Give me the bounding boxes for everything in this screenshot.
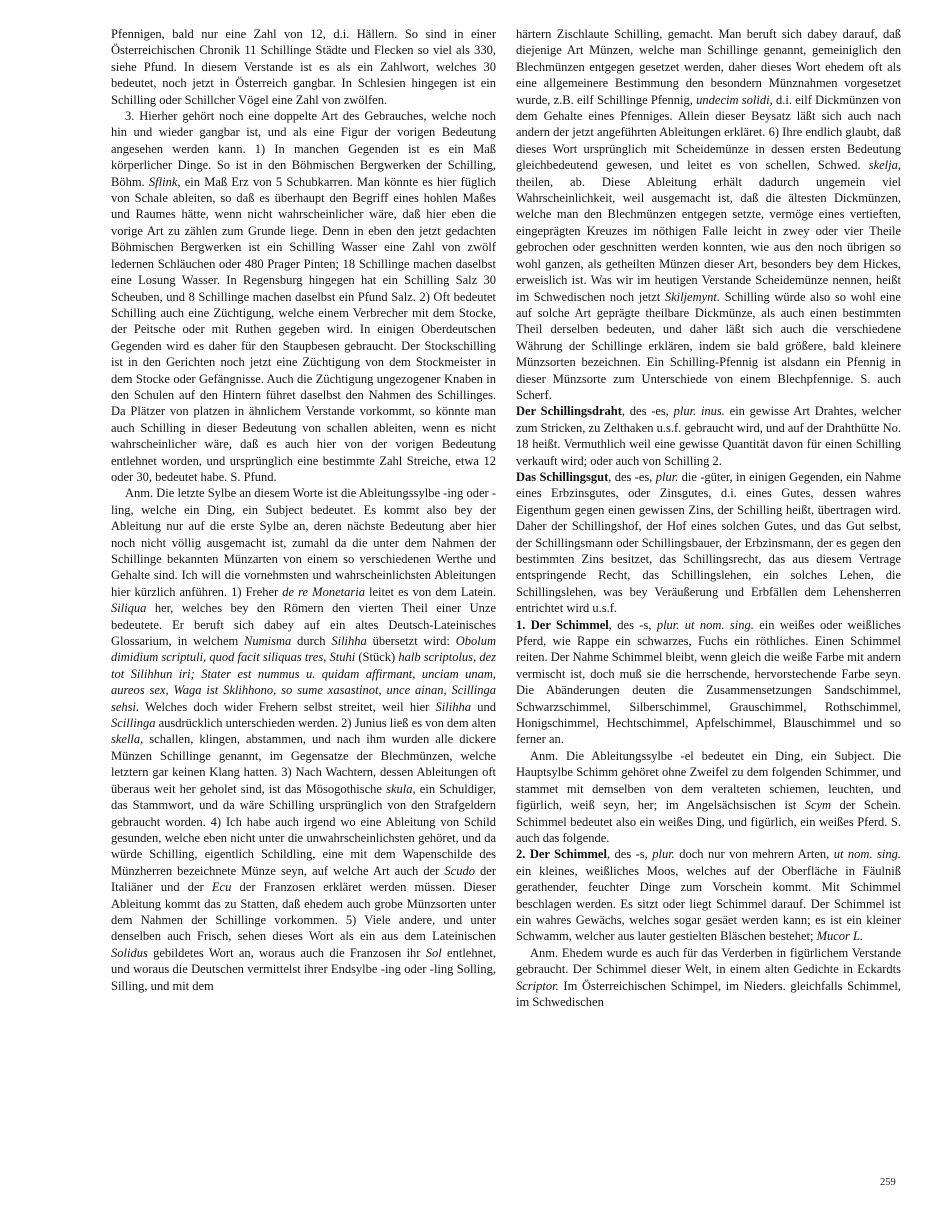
italic-term: Obolum dimidium scriptuli, quod facit siliquas tres, Stuhi <box>111 634 496 665</box>
text-run: gebildetes Wort an, woraus auch die Franzosen ihr <box>147 945 426 960</box>
text-run: der Franzosen erkläret werden müssen. Dieser Ableitung kommt das zu Statten, daß ehedem auch grobe Münzsorten unter dem Nahmen der Schillinge vorkommen. 5) Viele andere, und unter denselben auch Frisch, sehen dieses Wort als ein aus dem Lateinischen <box>111 880 496 944</box>
text-run: Im Österreichischen Schimpel, im Nieders. gleichfalls Schimmel, im Schwedischen <box>516 978 901 1009</box>
italic-term: Scillinga <box>111 716 156 731</box>
text-run: Pfennigen, bald nur eine Zahl von 12, d.i. Hällern. So sind in einer Österreichischen Chronik 11 Schillinge Städte und Flecken so viel als 330, siehe Pfund. In diesem Verstande ist es als ein Zahlwort, welches 30 bedeutet, noch jetzt in Österreich gangbar. In Schlesien hingegen ist ein Schilling oder Schillcher Vögel eine Zahl von zwölfen. <box>111 27 496 107</box>
text-run: ein Schuldiger, das Stammwort, und da wäre Schilling ursprünglich von den Strafgeldern gebraucht worden. 4) Ich habe auch irgend wo eine Ableitung von Schild gesunden, welche eben nicht unter die unwahrscheinlichsten gehöret, und da würde Schilling, eigentlich Schildling, eine mit dem Wapenschilde des Münzherren bezeichnete Münze seyn, auf welche Art auch der <box>111 781 496 878</box>
italic-term: Siliqua <box>111 601 147 616</box>
text-run: Anm. Die Ableitungssylbe -el bedeutet ein Ding, ein Subject. Die Hauptsylbe Schimm gehöret ohne Zweifel zu dem folgenden Schimmer, und stammet mit demselben von dem veralteten schiemen, leuchten, und figürlich, weiß seyn, her; im Angelsächsischen ist <box>516 748 901 813</box>
dictionary-entry <box>516 846 901 944</box>
text-run: doch nur von mehrern Arten, <box>674 847 834 862</box>
text-run: Welches doch wider Frehern selbst streitet, weil hier <box>139 699 436 714</box>
indented-paragraph <box>516 945 901 1011</box>
text-run: leitet es von dem Latein. <box>364 584 496 599</box>
indented-paragraph <box>111 108 496 485</box>
text-run: d.i. eilf Dickmünzen von dem Gehalte eines Pfenniges. Allein dieser Beysatz läßt sich auch nach andern der jetzt angeführten Ableitungen erkläret. 6) Ihre endlich glaubt, daß dieses Wort ursprünglich mit Scheidemünze in dessen ersten Bedeutung gleichbedeutend gewesen, und leitet es von schellen, Schwed. <box>516 92 901 173</box>
italic-term: plur. <box>652 847 675 862</box>
page-number: 259 <box>880 1177 896 1188</box>
italic-term: ut nom. sing. <box>833 847 901 862</box>
italic-term: Sol <box>425 945 442 960</box>
italic-term: plur. ut nom. sing. <box>656 617 754 632</box>
dictionary-entry <box>516 403 901 469</box>
entry-headword: 1. Der Schimmel <box>516 617 609 632</box>
italic-term: undecim solidi, <box>696 92 773 107</box>
text-run: Anm. Ehedem wurde es auch für das Verderben in figürlichem Verstande gebraucht. Der Schimmel dieser Welt, in einem alten Gedichte in Eckardts <box>516 945 901 977</box>
italic-term: de re Monetaria <box>282 584 365 599</box>
entry-headword: Das Schillingsgut <box>516 469 609 484</box>
italic-term: Sflink <box>148 174 178 189</box>
italic-term: Scudo <box>444 863 475 878</box>
italic-term: Mucor L. <box>816 929 864 944</box>
text-run: durch <box>291 634 332 649</box>
text-run: Schilling würde also so wohl eine auf solche Art geprägte theilbare Dickmünze, als auch einen bestimmten Theil derselben bedeuten, und daher läßt sich auch die verschiedene Währung der Schillinge erklären, indem sie bald größere, bald kleinere Münzsorten bezeichnen. Ein Schilling-Pfennig ist alsdann ein Pfennig in dieser Münzsorte zum Unterschiede von einem Blechpfennige. S. auch Scherf. <box>516 289 901 402</box>
italic-term: Numisma <box>244 634 292 649</box>
italic-term: skula, <box>386 781 416 796</box>
text-run: der Schein. Schimmel bedeutet also ein weißes Ding, und figürlich, ein weißes Pferd. S. auch das folgende. <box>516 798 902 845</box>
italic-term: halb scriptolus, dez tot Silihhun iri; Stater est nummus u. quidam affirmant, unciam unam, aureos sex, Waga ist Sklihhono, so sume xasastinot, unce ainan, Scillinga sehsi. <box>111 650 496 714</box>
italic-term: plur. <box>655 469 679 484</box>
text-run: ausdrücklich unterschieden werden. 2) Junius ließ es von dem alten <box>155 716 496 731</box>
italic-term: Skiljemynt. <box>664 289 721 304</box>
dictionary-entry <box>516 469 901 617</box>
italic-term: Silihha <box>331 634 367 649</box>
text-run: her, welches bey den Römern den vierten Theil einer Unze bedeutete. Er beruft sich dabey auf ein altes Deutsch-Lateinisches Glossarium, in welchem <box>111 601 496 649</box>
text-run: ein kleines, weißliches Moos, welches auf der Oberfläche in Fäulniß gerathender, feuchter Dinge zum Vorschein kommt. Mit Schimmel beschlagen werden. Es sitzt oder liegt Schimmel darauf. Der Schimmel ist ein wahres Gewächs, welches sogar gesäet werden kann; es ist ein kleiner Schwamm, welcher aus lauter gestielten Bläschen bestehet; <box>516 863 901 944</box>
text-run: theilen, ab. Diese Ableitung erhält dadurch ungemein viel Wahrscheinlichkeit, weil ausgemacht ist, daß die ältesten Dickmünzen, welche man den Blechmünzen entgegen setzte, vermöge eines vertieften, eingeprägten Kreuzes im nöthigen Falle leicht in zwey oder vier Theile gebrochen oder geschnitten werden konnten, wie aus den noch übrigen so wohl ganzen, als getheilten Münzen dieser Art, besonders bey dem Hickes, erweislich ist. Was wir im heutigen Verstande Scheidemünze nennen, heißt im Schwedischen noch jetzt <box>516 174 901 304</box>
dictionary-entry <box>516 617 901 748</box>
entry-headword: Der Schillingsdraht <box>516 404 622 419</box>
italic-term: plur. inus. <box>673 404 725 419</box>
italic-term: skella, <box>111 732 144 747</box>
italic-term: Ecu <box>211 880 232 895</box>
italic-term: skelja, <box>868 158 901 173</box>
text-run: der Italiäner und der <box>111 863 496 895</box>
text-run: ein weißes oder weißliches Pferd, wie Rappe ein schwarzes, Fuchs ein röthliches. Einen Schimmel reiten. Der Nahme Schimmel bleibt, wenn gleich die weiße Farbe mit andern vermischt ist, doch muß sie die herrschende, hervorstechende Farbe seyn. Die Abänderungen deuten die Zusammensetzungen Sandschimmel, Schwarzschimmel, Silberschimmel, Grauschimmel, Rothschimmel, Honigschimmel, Hechtschimmel, Apfelschimmel, Blauschimmel und so ferner an. <box>516 617 901 747</box>
right-text-column <box>516 26 901 1010</box>
text-run: (Stück) <box>355 650 399 665</box>
text-run: härtern Zischlaute Schilling, gemacht. Man beruft sich dabey darauf, daß diejenige Art Münzen, welche man Schillinge genannt, gemeiniglich den Blechmünzen entgegen gesetzet werden, daher dieses Wort ehedem oft als eine allgemeinere Bestimmung den besondern Münznahmen vorgesetzet wurde, z.B. eilf Schillinge Pfennig, <box>516 27 901 107</box>
italic-term: Scym <box>804 798 832 813</box>
indented-paragraph <box>516 748 901 846</box>
italic-term: Scriptor. <box>516 978 559 993</box>
text-run: , des -es, <box>621 404 674 419</box>
text-run: die -güter, in einigen Gegenden, ein Nahme eines Erbzinsgutes, oder Zinsgutes, d.i. eines Gutes, dessen wahres Eigenthum gegen einen gewissen Zins, der Schilling heißt, übertragen wird. Daher der Schillingshof, der Hof eines solchen Gutes, und das Gut selbst, der Schillingsmann oder Schillingsbauer, der Erbzinsmann, der es gegen den bestimmten Zins besitzet, das Schillingsrecht, das aus diesem Vertrage entspringende Recht, das Schillingslehen, ein solches Lehen, die Schillingslehen, was bey Veräußerung und Erbfällen dem Lehensherren entrichtet wird u.s.f. <box>516 469 901 616</box>
italic-term: Silihha <box>435 699 471 714</box>
text-run: ein gewisse Art Drahtes, welcher zum Stricken, zu Zelthaken u.s.f. gebraucht wird, und auf der Drahthütte No. 18 heißt. Vermuthlich weil eine gewisse Quantität davon für einen Schilling verkauft wird; oder auch von Schilling 2. <box>516 404 901 468</box>
text-run: 3. Hierher gehört noch eine doppelte Art des Gebrauches, welche noch hin und wieder gangbar ist, und als eine Figur der vorigen Bedeutung angesehen werden kann. 1) In manchen Gegenden ist es ein Maß körperlicher Dinge. So ist in den Böhmischen Bergwerken der Schilling, Böhm. <box>111 109 496 189</box>
italic-term: Solidus <box>111 945 148 960</box>
indented-paragraph <box>111 485 496 994</box>
text-run: , des -es, <box>608 469 656 484</box>
text-run: übersetzt wird: <box>366 634 456 649</box>
entry-headword: 2. Der Schimmel <box>516 847 607 862</box>
text-run: , des -s, <box>608 617 657 632</box>
text-run: entlehnet, und woraus die Deutschen vermittelst ihrer Endsylbe -ing oder -ling Solling, Silling, und mit dem <box>111 945 496 993</box>
text-run: schallen, klingen, abstammen, und nach ihm wurden alle dickere Münzen Schillinge genannt, im Gegensatze der Blechmünzen, welche letztern gar keinen Klang hatten. 3) Nach Wachtern, dessen Ableitungen oft überaus weit her geholet sind, ist das Mösogothische <box>111 732 496 796</box>
text-run: , des -s, <box>606 847 653 862</box>
text-run: und <box>470 699 496 714</box>
text-run: , ein Maß Erz von 5 Schubkarren. Man könnte es hier füglich von Schale ableiten, so daß es überhaupt den Begriff eines hohlen Maßes und Raumes hätte, wenn nicht wahrscheinlicher wäre, daß hier eben die vorige Art zu zählen zum Grunde liege. Denn in eben den jetzt gedachten Böhmischen Bergwerken ist ein Schilling Wasser eine Zahl von zwölf ledernen Schläuchen oder 480 Prager Pinten; 18 Schillinge machen daselbst eine Losung Wasser. In Regensburg hingegen hat ein Schilling Salz 30 Scheuben, und 8 Schillinge machen daselbst ein Pfund Salz. 2) Oft bedeutet Schilling auch eine Züchtigung, welche einem Verbrecher mit dem Stocke, der Peitsche oder mit Ruthen gegeben wird. In einigen Oberdeutschen Gegenden wird es daher für den Staupbesen gebraucht. Der Stockschilling ist in den Gerichten noch jetzt eine Züchtigung von dem Stockmeister in dem Stocke oder Gefängnisse. Auch die Züchtigung ungezogener Knaben in den Schulen auf den Hintern führet daselbst den Nahmen des Schillinges. Da Plätzer von platzen in ähnlichem Verstande vorkommt, so könnte man auch Schilling in dieser Bedeutung von schallen ableiten, wenn es nicht wahrscheinlicher wäre, daß es auch hier von der vorigen Bedeutung entlehnet worden, und ursprünglich eine bestimmte Zahl Streiche, etwa 12 oder 30, bedeutet habe. S. Pfund. <box>111 174 497 484</box>
text-run: Anm. Die letzte Sylbe an diesem Worte ist die Ableitungssylbe -ing oder -ling, welche ein Ding, ein Subject bedeutet. Es kommt also bey der Ableitung nur auf die erste Sylbe an, deren nächste Bedeutung aber hier noch nicht völlig ausgemacht ist, zumahl da die unter dem Nahmen der Schillinge bekannten Münzarten von einem so verschiedenen Werthe und Gehalte sind. Ich will die vornehmsten und wahrscheinlichsten Ableitungen hier kürzlich anführen. 1) Freher <box>111 486 496 599</box>
paragraph <box>111 26 496 108</box>
paragraph <box>516 26 901 403</box>
left-text-column <box>111 26 496 994</box>
